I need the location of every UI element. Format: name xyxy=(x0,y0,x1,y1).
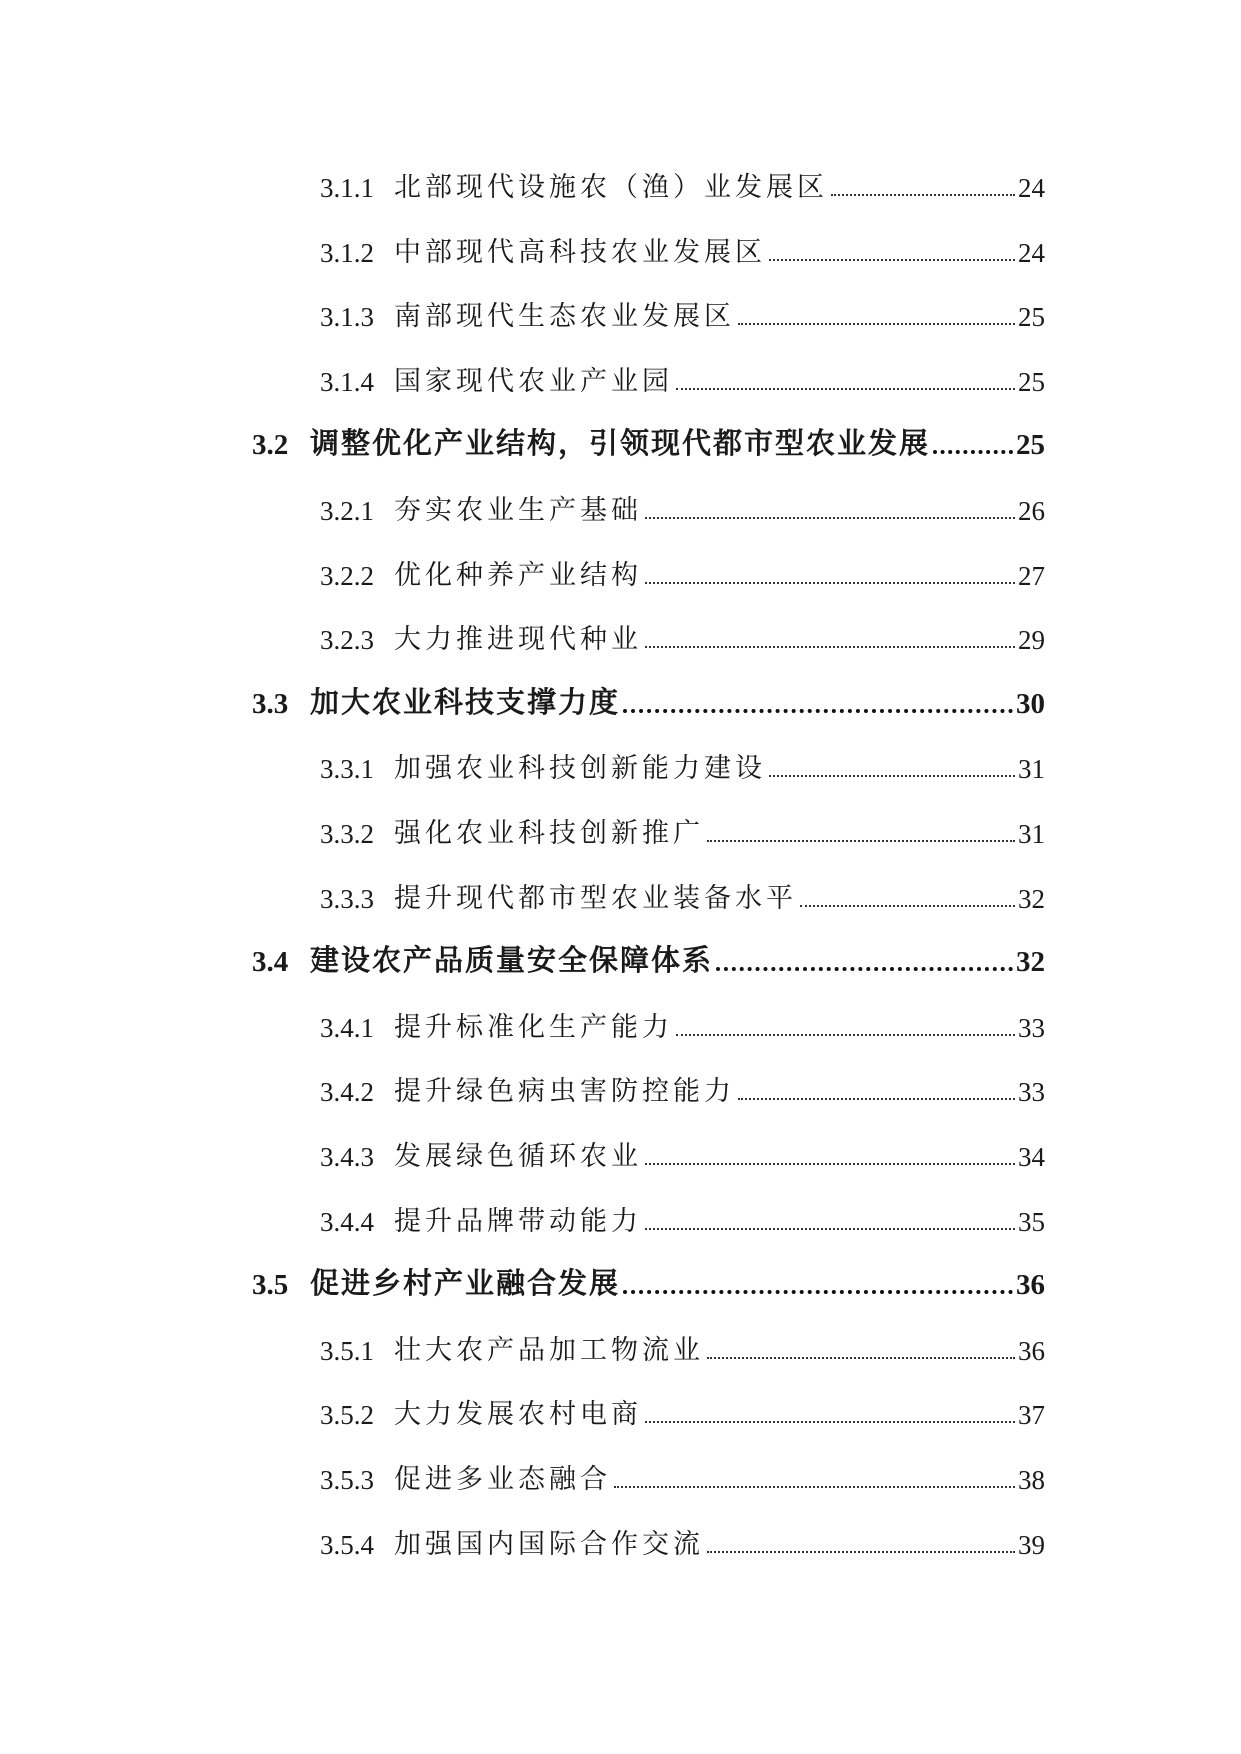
toc-entry-number: 3.1.4 xyxy=(320,366,374,397)
toc-entry-title: 优化种养产业结构 xyxy=(394,559,642,591)
toc-subsection-entry[interactable] xyxy=(0,612,1241,656)
toc-entry-number: 3.4.1 xyxy=(320,1012,374,1043)
toc-page-number: 26 xyxy=(1018,496,1045,526)
toc-dot-leader xyxy=(769,259,1015,261)
toc-page-number: 24 xyxy=(1018,173,1045,203)
toc-dot-leader xyxy=(707,1357,1015,1359)
toc-entry-number: 3.3.3 xyxy=(320,883,374,914)
toc-dot-leader xyxy=(800,905,1015,907)
toc-page-number: 36 xyxy=(1018,1335,1045,1366)
toc-dot-leader xyxy=(645,1421,1015,1423)
toc-subsection-entry[interactable] xyxy=(0,1517,1241,1561)
toc-page-number: 33 xyxy=(1018,1077,1045,1108)
toc-entry-number: 3.4.4 xyxy=(320,1206,374,1237)
toc-entry-title: 国家现代农业产业园 xyxy=(394,365,673,397)
toc-section-entry[interactable] xyxy=(0,418,1241,462)
toc-subsection-entry[interactable] xyxy=(0,354,1241,398)
toc-entry-number: 3.2.3 xyxy=(320,625,374,656)
toc-entry-title: 北部现代设施农（渔）业发展区 xyxy=(394,172,828,203)
toc-subsection-entry[interactable] xyxy=(0,289,1241,333)
toc-entry-title: 提升绿色病虫害防控能力 xyxy=(394,1076,735,1108)
toc-entry-number: 3.4.3 xyxy=(320,1142,374,1172)
toc-entry-number: 3.3.1 xyxy=(320,754,374,785)
toc-dot-leader xyxy=(676,1034,1015,1036)
toc-page-number: 31 xyxy=(1018,819,1045,849)
toc-subsection-entry[interactable] xyxy=(0,1000,1241,1044)
toc-dot-leader xyxy=(645,1228,1015,1230)
toc-dot-leader xyxy=(623,709,1013,713)
toc-entry-number: 3.5.1 xyxy=(320,1335,374,1366)
toc-entry-title: 大力发展农村电商 xyxy=(394,1399,642,1431)
toc-entry-title: 建设农产品质量安全保障体系 xyxy=(310,943,714,978)
toc-subsection-entry[interactable] xyxy=(0,483,1241,527)
toc-section-entry[interactable] xyxy=(0,677,1241,721)
toc-dot-leader xyxy=(645,1163,1015,1165)
toc-page-number: 27 xyxy=(1018,560,1045,591)
toc-page-number: 34 xyxy=(1018,1142,1045,1172)
toc-entry-title: 发展绿色循环农业 xyxy=(394,1141,642,1172)
toc-dot-leader xyxy=(738,1098,1015,1100)
toc-subsection-entry[interactable] xyxy=(0,1323,1241,1367)
toc-entry-title: 壮大农产品加工物流业 xyxy=(394,1334,704,1366)
toc-dot-leader xyxy=(831,194,1015,196)
toc-entry-title: 南部现代生态农业发展区 xyxy=(394,301,735,333)
toc-entry-number: 3.2.1 xyxy=(320,496,374,526)
toc-subsection-entry[interactable] xyxy=(0,1387,1241,1431)
toc-entry-number: 3.5.3 xyxy=(320,1465,374,1495)
toc-entry-number: 3.5.2 xyxy=(320,1400,374,1431)
toc-dot-leader xyxy=(645,646,1015,648)
toc-entry-number: 3.5 xyxy=(252,1269,289,1302)
toc-entry-title: 促进多业态融合 xyxy=(394,1464,611,1495)
toc-section-entry[interactable] xyxy=(0,935,1241,979)
toc-entry-title: 大力推进现代种业 xyxy=(394,624,642,656)
toc-entry-title: 提升品牌带动能力 xyxy=(394,1205,642,1237)
toc-page-number: 37 xyxy=(1018,1400,1045,1431)
toc-entry-title: 调整优化产业结构，引领现代都市型农业发展 xyxy=(310,426,931,461)
toc-page-number: 33 xyxy=(1018,1012,1045,1043)
toc-entry-number: 3.1.2 xyxy=(320,237,374,268)
toc-subsection-entry[interactable] xyxy=(0,160,1241,204)
toc-dot-leader xyxy=(707,840,1015,842)
toc-entry-title: 夯实农业生产基础 xyxy=(394,495,642,526)
toc-subsection-entry[interactable] xyxy=(0,741,1241,785)
toc-dot-leader xyxy=(738,323,1015,325)
toc-page-number: 30 xyxy=(1016,687,1045,720)
toc-page-number: 32 xyxy=(1018,883,1045,914)
toc-entry-title: 提升现代都市型农业装备水平 xyxy=(394,882,797,914)
toc-dot-leader xyxy=(645,582,1015,584)
toc-subsection-entry[interactable] xyxy=(0,225,1241,269)
toc-entry-title: 加强国内国际合作交流 xyxy=(394,1528,704,1560)
toc-page-number: 31 xyxy=(1018,754,1045,785)
toc-section-entry[interactable] xyxy=(0,1258,1241,1302)
toc-page-number: 38 xyxy=(1018,1465,1045,1495)
toc-dot-leader xyxy=(769,775,1015,777)
toc-entry-number: 3.1.1 xyxy=(320,173,374,203)
toc-subsection-entry[interactable] xyxy=(0,1194,1241,1238)
toc-page-number: 24 xyxy=(1018,237,1045,268)
toc-page-number: 35 xyxy=(1018,1206,1045,1237)
toc-entry-title: 促进乡村产业融合发展 xyxy=(310,1266,621,1301)
toc-dot-leader xyxy=(623,1290,1013,1294)
toc-dot-leader xyxy=(645,517,1015,519)
toc-entry-number: 3.2 xyxy=(252,429,289,462)
toc-page-number: 25 xyxy=(1018,302,1045,333)
toc-entry-number: 3.3 xyxy=(252,687,289,720)
toc-subsection-entry[interactable] xyxy=(0,548,1241,592)
toc-page-number: 39 xyxy=(1018,1529,1045,1560)
toc-entry-number: 3.2.2 xyxy=(320,560,374,591)
toc-entry-title: 中部现代高科技农业发展区 xyxy=(394,236,766,268)
toc-subsection-entry[interactable] xyxy=(0,871,1241,915)
toc-dot-leader xyxy=(614,1486,1015,1488)
toc-subsection-entry[interactable] xyxy=(0,806,1241,850)
toc-page-number: 25 xyxy=(1018,366,1045,397)
toc-entry-number: 3.3.2 xyxy=(320,819,374,849)
toc-subsection-entry[interactable] xyxy=(0,1452,1241,1496)
toc-subsection-entry[interactable] xyxy=(0,1129,1241,1173)
toc-entry-title: 提升标准化生产能力 xyxy=(394,1011,673,1043)
toc-dot-leader xyxy=(933,450,1013,454)
toc-entry-title: 加强农业科技创新能力建设 xyxy=(394,753,766,785)
toc-dot-leader xyxy=(707,1551,1015,1553)
toc-entry-number: 3.4 xyxy=(252,946,289,979)
toc-dot-leader xyxy=(716,967,1013,971)
toc-entry-number: 3.1.3 xyxy=(320,302,374,333)
toc-page-number: 29 xyxy=(1018,625,1045,656)
toc-subsection-entry[interactable] xyxy=(0,1064,1241,1108)
toc-entry-number: 3.5.4 xyxy=(320,1529,374,1560)
toc-page-number: 36 xyxy=(1016,1269,1045,1302)
toc-entry-number: 3.4.2 xyxy=(320,1077,374,1108)
toc-page-number: 32 xyxy=(1016,946,1045,979)
toc-dot-leader xyxy=(676,388,1015,390)
toc-entry-title: 加大农业科技支撑力度 xyxy=(310,684,621,719)
toc-page-number: 25 xyxy=(1016,429,1045,462)
toc-entry-title: 强化农业科技创新推广 xyxy=(394,818,704,849)
